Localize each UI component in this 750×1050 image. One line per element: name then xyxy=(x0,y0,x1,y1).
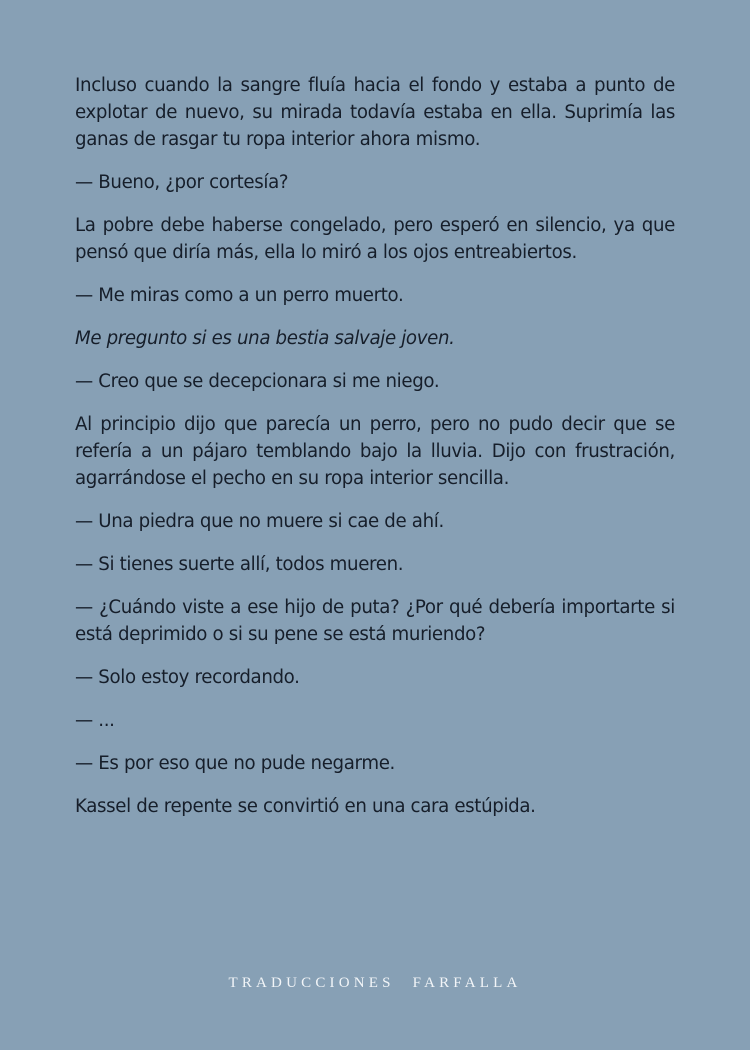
paragraph-9-dialogue: — Si tienes suerte allí, todos mueren. xyxy=(75,554,404,575)
paragraph-4-dialogue: — Me miras como a un perro muerto. xyxy=(75,285,404,306)
paragraph-10-dialogue: — ¿Cuándo viste a ese hijo de puta? ¿Por qué debería importarte si está deprimido o si su pene se está muriendo? xyxy=(75,597,675,645)
paragraph-11-dialogue: — Solo estoy recordando. xyxy=(75,667,300,688)
paragraph-6-dialogue: — Creo que se decepcionara si me niego. xyxy=(75,371,440,392)
paragraph-14: Kassel de repente se convirtió en una cara estúpida. xyxy=(75,796,536,817)
paragraph-12-dialogue: — ... xyxy=(75,710,115,731)
paragraph-3: La pobre debe haberse congelado, pero esperó en silencio, ya que pensó que diría más, ella lo miró a los ojos entreabiertos. xyxy=(75,215,675,263)
document-page xyxy=(75,72,675,836)
paragraph-5-thought: Me pregunto si es una bestia salvaje joven. xyxy=(75,328,455,349)
footer-credit: TRADUCCIONES FARFALLA xyxy=(228,975,522,991)
paragraph-8-dialogue: — Una piedra que no muere si cae de ahí. xyxy=(75,511,444,532)
paragraph-13-dialogue: — Es por eso que no pude negarme. xyxy=(75,753,395,774)
paragraph-1: Incluso cuando la sangre fluía hacia el fondo y estaba a punto de explotar de nuevo, su mirada todavía estaba en ella. Suprimía las ganas de rasgar tu ropa interior ahora mismo. xyxy=(75,75,675,150)
paragraph-2-dialogue: — Bueno, ¿por cortesía? xyxy=(75,172,289,193)
paragraph-7: Al principio dijo que parecía un perro, pero no pudo decir que se refería a un pájaro temblando bajo la lluvia. Dijo con frustración, agarrándose el pecho en su ropa interior sencilla. xyxy=(75,414,675,489)
